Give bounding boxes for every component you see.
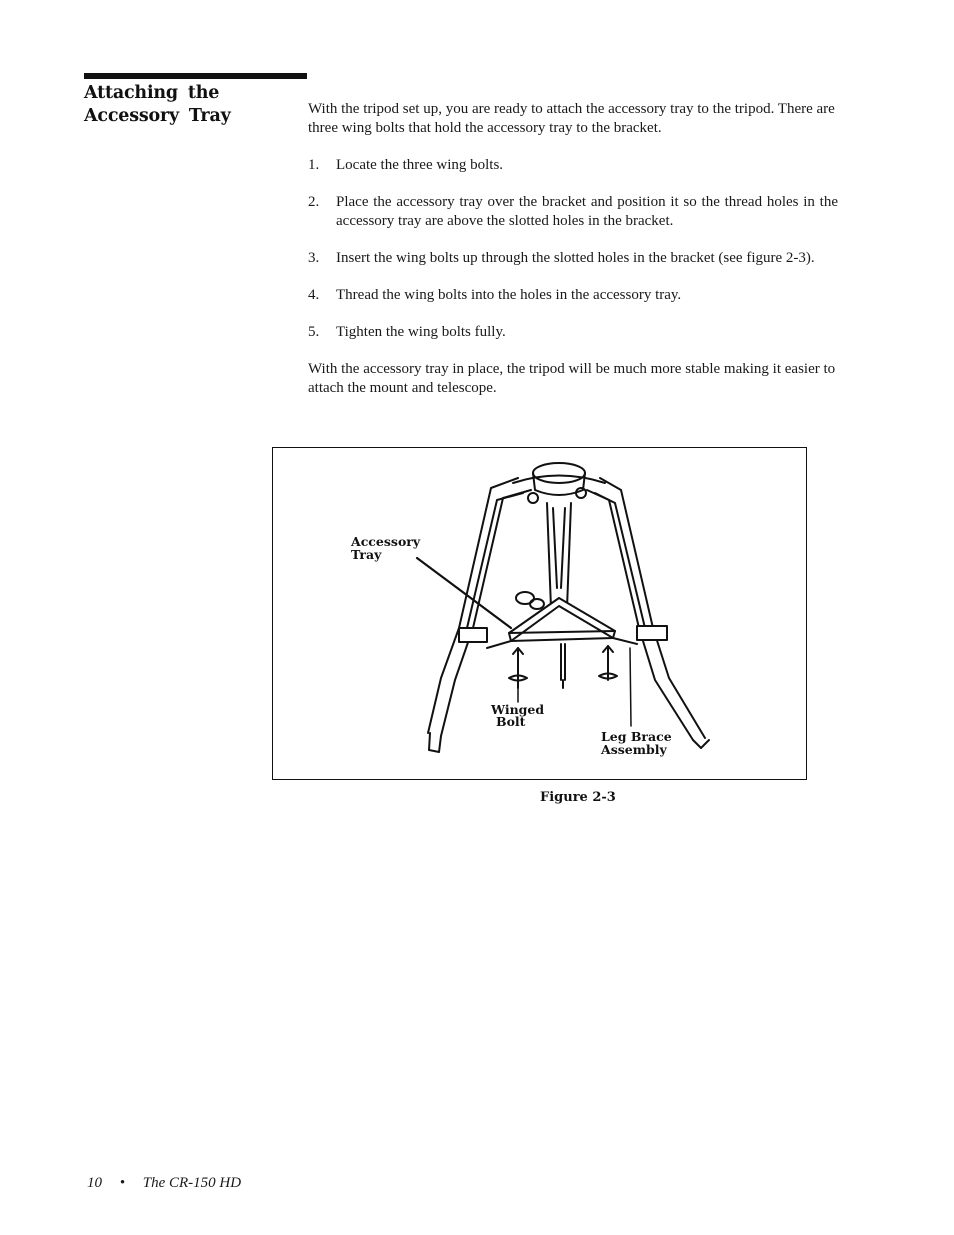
winged-bolt-label-line1: Winged: [491, 702, 545, 717]
winged-bolt-label-line2: Bolt: [496, 714, 526, 729]
closing-paragraph: With the accessory tray in place, the tripod will be much more stable making it easier to attach the mount and telescope.: [308, 361, 836, 396]
leg-brace-label-line1: Leg Brace: [601, 729, 672, 744]
list-item: 3. Insert the wing bolts up through the slotted holes in the bracket (see figure 2-3).: [308, 250, 815, 266]
figure-caption: Figure 2-3: [540, 790, 616, 805]
section-rule: [84, 73, 307, 79]
intro-paragraph: With the tripod set up, you are ready to attach the accessory tray to the tripod. There are three wing bolts that hold the accessory tray to the bracket.: [308, 101, 835, 136]
section-heading: Attaching the Accessory Tray: [84, 83, 231, 126]
footer-separator: •: [119, 1175, 126, 1191]
body-text: [308, 100, 838, 398]
leg-brace-label-line2: Assembly: [601, 742, 667, 757]
accessory-tray-label-line2: Tray: [351, 547, 382, 562]
list-item: 4. Thread the wing bolts into the holes in the accessory tray.: [308, 287, 682, 303]
accessory-tray-label-line1: Accessory: [351, 534, 421, 549]
list-item: 2. Place the accessory tray over the bracket and position it so the thread holes in the accessory tray are above the slotted holes in the bracket.: [308, 194, 838, 229]
figure-frame: [272, 447, 807, 780]
page-number: 10: [87, 1175, 102, 1191]
list-item: 1. Locate the three wing bolts.: [308, 157, 504, 173]
steps-list: [308, 156, 838, 342]
tripod-illustration: [273, 448, 808, 781]
page-footer: [87, 1175, 255, 1192]
list-item: 5. Tighten the wing bolts fully.: [308, 324, 506, 340]
document-title: The CR-150 HD: [142, 1175, 242, 1191]
